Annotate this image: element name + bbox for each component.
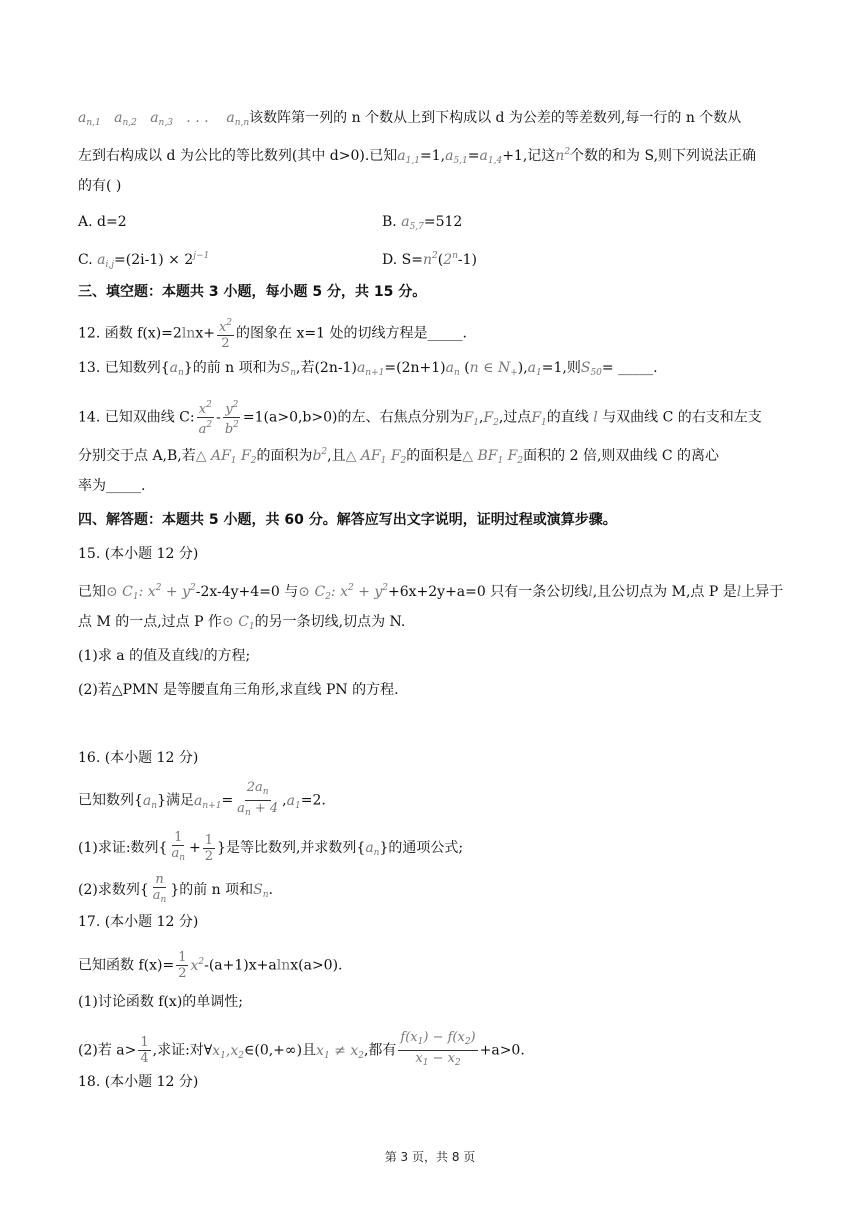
question-16-title: 16. (本小题 12 分) bbox=[78, 750, 199, 766]
question-15-part1: (1)求 a 的值及直线l的方程; bbox=[78, 648, 251, 664]
question-16-line1: 已知数列$\{a_n\}$满足$a_{n+1}=$ $\frac{2a_n}{a_n + 4}$ $,a_1=2$. bbox=[78, 780, 326, 818]
question-17-part1: (1)讨论函数 f(x)的单调性; bbox=[78, 994, 243, 1010]
question-16-part2: (2)求数列{ $\frac{n}{a_n}$ }的前 n 项和$S_n$. bbox=[78, 872, 273, 905]
q11-option-b: B. $a_{5,7}=512$ bbox=[382, 214, 463, 232]
q11-line3: 的有( ) bbox=[78, 178, 122, 194]
matrix-last-row: $a_{n,1}$ $a_{n,2}$ $a_{n,3}$ . . . $a_{n,n}$ bbox=[78, 110, 250, 128]
page-footer: 第 3 页，共 8 页 bbox=[384, 1150, 476, 1164]
question-17-line1: 已知函数 f(x)= $\frac{1}{2}$ $x^2-(a+1)x+alnx(a>0)$. bbox=[78, 950, 343, 981]
question-16-part1: (1)求证:数列{ $\frac{1}{a_n}$ + $\frac{1}{2}$ }是等比数列,并求数列$\{a_n\}$的通项公式; bbox=[78, 830, 464, 864]
question-15-title: 15. (本小题 12 分) bbox=[78, 546, 199, 562]
q11-option-c: C. $a_{i,j}=(2i-1) \times 2^{j-1}$ bbox=[78, 251, 210, 270]
question-17-title: 17. (本小题 12 分) bbox=[78, 914, 199, 930]
question-15-line2: 点 M 的一点,过点 P 作⊙ $C_1$的另一条切线,切点为 N. bbox=[78, 614, 406, 632]
question-12: 12. 函数 f(x)=2lnx+ $\frac{x^2}{2}$ 的图象在 x=1 处的切线方程是_____. bbox=[78, 318, 467, 351]
q11-option-d: D. $S=n^2(2^n-1)$ bbox=[382, 251, 478, 268]
section-4-heading: 四、解答题：本题共 5 小题，共 60 分。解答应写出文字说明，证明过程或演算步骤。 bbox=[78, 512, 617, 528]
question-17-part2: (2)若 a> $\frac{1}{4}$ ,求证:对$\forall x_1,x_2\in(0,+\infty)$且$x_1 \ne x_2$,都有 $\frac{f(x_1) - f(x_2)}{x_1 - x_2}$ +a>0. bbox=[78, 1030, 525, 1068]
question-15-line1: 已知⊙ $C_1$: $x^2 + y^2-2x-4y+4=0$ 与⊙ $C_2$: $x^2 + y^2+6x+2y+a=0$ 只有一条公切线l,且公切点为 M,点 P 是l上异于 bbox=[78, 583, 784, 602]
q11-line1 bbox=[78, 108, 741, 133]
section-3-heading: 三、填空题：本题共 3 小题，每小题 5 分，共 15 分。 bbox=[78, 284, 427, 300]
question-14-line2: 分别交于点 A,B,若△ $AF_1$ $F_2$的面积为$b^2$,且△ $AF_1$ $F_2$的面积是△ $BF_1$ $F_2$面积的 2 倍,则双曲线 C 的离心 bbox=[78, 447, 720, 466]
question-18-title: 18. (本小题 12 分) bbox=[78, 1074, 199, 1090]
question-13: 13. 已知数列$\{a_n\}$的前 n 项和为$S_n$,若$(2n-1)a_{n+1}=(2n+1)a_n$ (n ∈ $N_+),a_1=1$,则$S_{50}=$ _____. bbox=[78, 360, 658, 378]
q11-option-a: A. d=2 bbox=[78, 214, 127, 230]
question-14-line1: 14. 已知双曲线 C: $\frac{x^2}{a^2}$ - $\frac{y^2}{b^2}$ =1(a>0,b>0)的左、右焦点分别为$F_1,F_2$,过点$F_1$的直线 l 与双曲线 C 的右支和左支 bbox=[78, 400, 762, 437]
question-15-part2: (2)若△PMN 是等腰直角三角形,求直线 PN 的方程. bbox=[78, 682, 399, 698]
question-14-line3: 率为_____. bbox=[78, 478, 146, 494]
q11-line2: 左到右构成以 d 为公比的等比数列(其中 d>0).已知$a_{1,1}=1,a_{5,1}=a_{1,4}+1$,记这$n^2$个数的和为 S,则下列说法正确 bbox=[78, 147, 757, 166]
q11-line1-text: 该数阵第一列的 n 个数从上到下构成以 d 为公差的等差数列,每一行的 n 个数从 bbox=[249, 110, 742, 126]
